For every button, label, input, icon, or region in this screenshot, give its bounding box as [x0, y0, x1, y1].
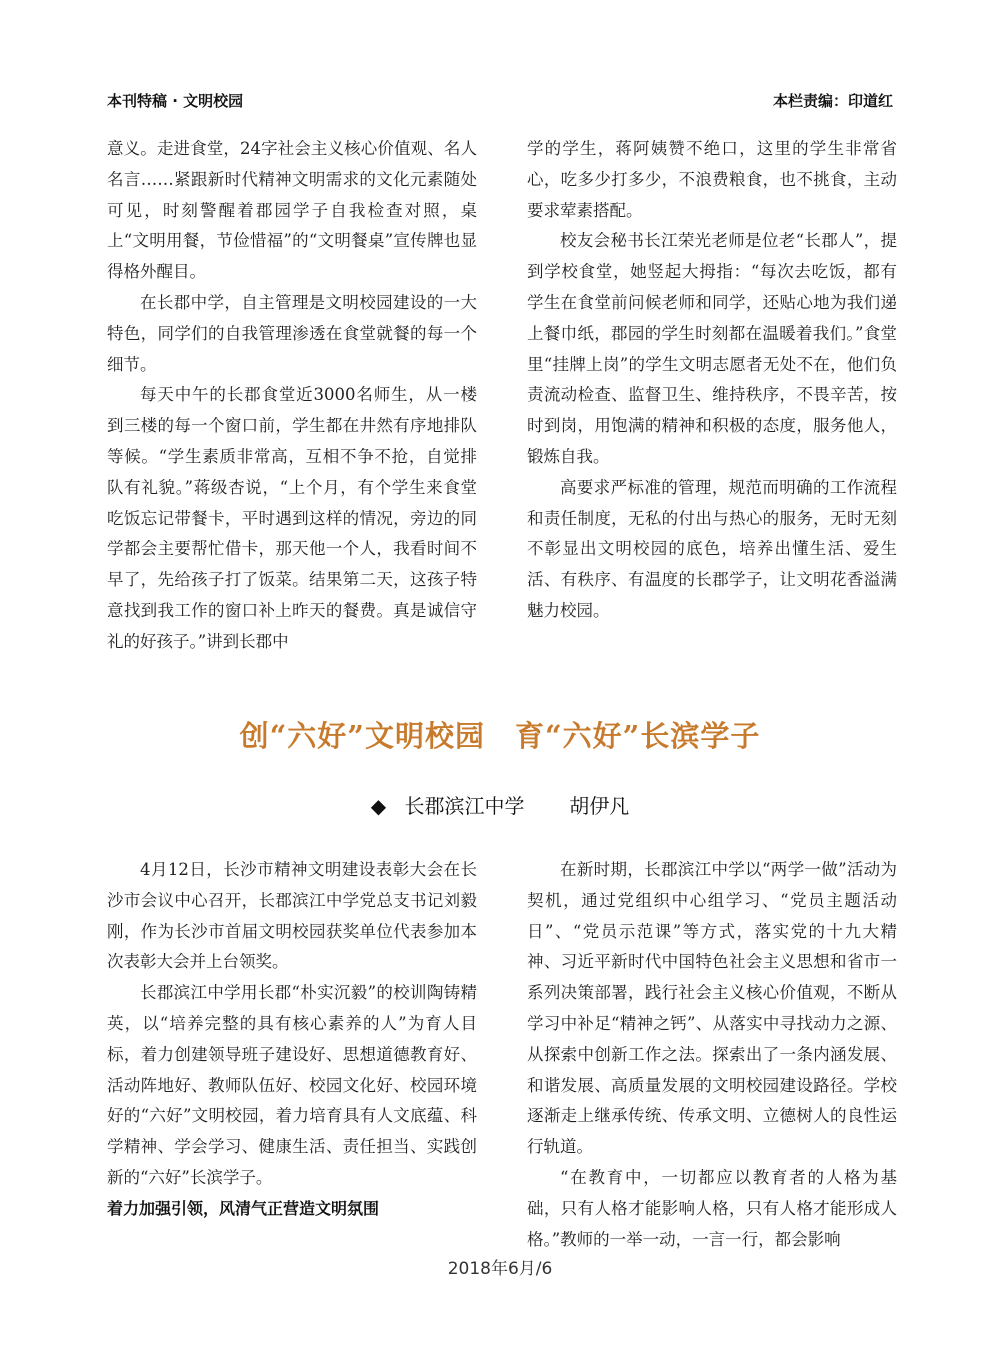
running-header-editor: 本栏责编：印道红	[772, 92, 893, 110]
section-subheading: 着力加强引领，风清气正营造文明氛围	[107, 1199, 380, 1218]
paragraph: 校友会秘书长江荣光老师是位老“长郡人”，提到学校食堂，她竖起大拇指：“每次去吃饭，都有学生在食堂前问候老师和同学，还贴心地为我们递上餐巾纸，郡园的学生时刻都在温暖着我们。”食堂里“挂牌上岗”的学生文明志愿者无处不在，他们负责流动检查、监督卫生、维持秩序，不畏辛苦，按时到岗，用饱满的精神和积极的态度，服务他人，锻炼自我。	[527, 231, 897, 466]
paragraph: 在长郡中学，自主管理是文明校园建设的一大特色，同学们的自我管理渗透在食堂就餐的每一个细节。	[107, 292, 477, 374]
diamond-icon: ◆	[370, 794, 387, 818]
prev-article-column-right	[527, 134, 897, 627]
paragraph: 每天中午的长郡食堂近3000名师生，从一楼到三楼的每一个窗口前，学生都在井然有序地排队等候。“学生素质非常高，互相不争不抢，自觉排队有礼貌。”蒋级杏说，“上个月，有个学生来食堂吃饭忘记带餐卡，平时遇到这样的情况，旁边的同学都会主要帮忙借卡，那天他一个人，我看时间不早了，先给孩子打了饭菜。结果第二天，这孩子特意找到我工作的窗口补上昨天的餐费。真是诚信守礼的好孩子。”讲到长郡中	[107, 385, 477, 651]
prev-article-column-left	[107, 134, 477, 658]
byline-author: 胡伊凡	[569, 794, 630, 818]
paragraph: 学的学生，蒋阿姨赞不绝口，这里的学生非常省心，吃多少打多少，不浪费粮食，也不挑食，主动要求荤素搭配。	[527, 139, 897, 220]
byline	[0, 790, 1000, 819]
paragraph: 高要求严标准的管理，规范而明确的工作流程和责任制度，无私的付出与热心的服务，无时无刻不彰显出文明校园的底色，培养出懂生活、爱生活、有秩序、有温度的长郡学子，让文明花香溢满魅力校园。	[527, 477, 897, 620]
running-header-section: 本刊特稿 · 文明校园	[107, 92, 244, 110]
article-title: 创“六好”文明校园 育“六好”长滨学子	[239, 719, 761, 753]
page-footer: 2018年6月/6	[447, 1259, 553, 1279]
byline-school: 长郡滨江中学	[404, 794, 525, 818]
paragraph: “在教育中，一切都应以教育者的人格为基础，只有人格才能影响人格，只有人格才能形成人格。”教师的一举一动，一言一行，都会影响	[527, 1167, 897, 1249]
paragraph: 4月12日，长沙市精神文明建设表彰大会在长沙市会议中心召开，长郡滨江中学党总支书记刘毅刚，作为长沙市首届文明校园获奖单位代表参加本次表彰大会并上台领奖。	[107, 860, 477, 972]
article-column-right	[527, 855, 897, 1255]
article-column-left	[107, 855, 477, 1194]
paragraph: 长郡滨江中学用长郡“朴实沉毅”的校训陶铸精英，以“培养完整的具有核心素养的人”为育人目标，着力创建领导班子建设好、思想道德教育好、活动阵地好、教师队伍好、校园文化好、校园环境好的“六好”文明校园，着力培育具有人文底蕴、科学精神、学会学习、健康生活、责任担当、实践创新的“六好”长滨学子。	[107, 983, 477, 1187]
paragraph: 意义。走进食堂，24字社会主义核心价值观、名人名言……紧跟新时代精神文明需求的文化元素随处可见，时刻警醒着郡园学子自我检查对照，桌上“文明用餐，节俭惜福”的“文明餐桌”宣传牌也显得格外醒目。	[107, 139, 477, 282]
paragraph: 在新时期，长郡滨江中学以“两学一做”活动为契机，通过党组织中心组学习、“党员主题活动日”、“党员示范课”等方式，落实党的十九大精神、习近平新时代中国特色社会主义思想和省市一系列决策部署，践行社会主义核心价值观，不断从学习中补足“精神之钙”、从落实中寻找动力之源、从探索中创新工作之法。探索出了一条内涵发展、和谐发展、高质量发展的文明校园建设路径。学校逐渐走上继承传统、传承文明、立德树人的良性运行轨道。	[527, 860, 897, 1157]
